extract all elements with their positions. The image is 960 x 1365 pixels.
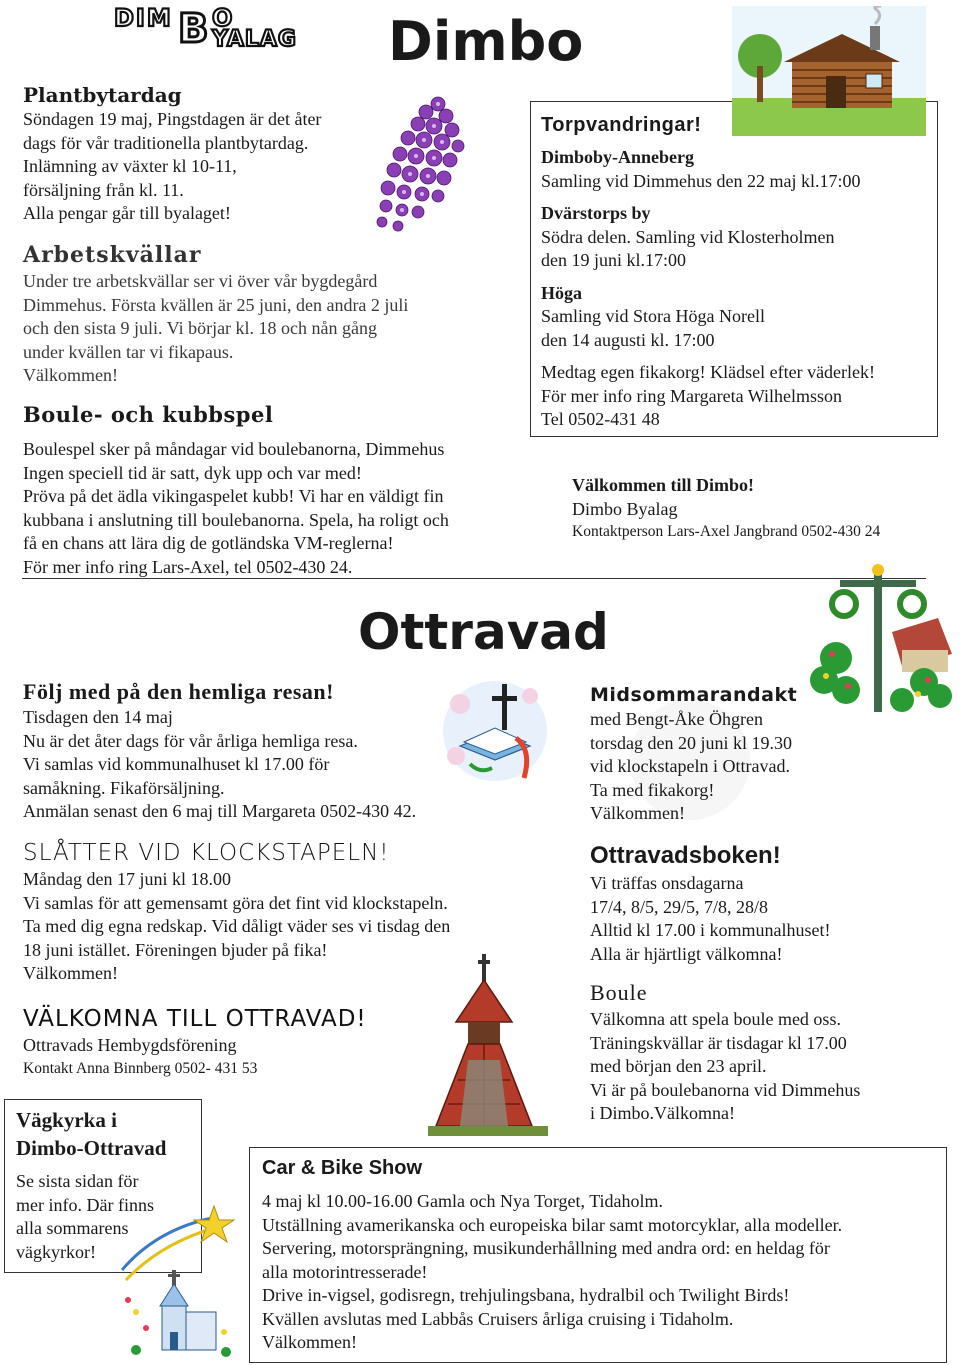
boule-kubbspel-section [23,400,449,579]
section-heading: Plantbytardag [23,83,182,107]
text-line: Under tre arbetskvällar ser vi över vår bygdegård [23,271,378,291]
text-line: Servering, motorsprängning, musikunderhållning med andra ord: en heldag för [262,1238,830,1258]
boule-ottravad-section [590,978,860,1126]
text-line: Välkomna att spela boule med oss. [590,1009,841,1029]
text-line: Söndagen 19 maj, Pingstdagen är det åter [23,109,322,129]
midsommarandakt-section [590,682,797,826]
text-line: den 19 juni kl.17:00 [541,250,686,270]
text-line: Ta med dig egna redskap. Vid dåligt väder ses vi tisdag den [23,916,451,936]
walk-name: Dimboby-Anneberg [541,147,695,167]
text-line: under kvällen tar vi fikapaus. [23,341,234,362]
text-line: Välkommen! [262,1332,357,1352]
text-line: Kvällen avslutas med Labbås Cruisers årliga cruising i Tidaholm. [262,1308,734,1329]
text-line: försäljning från kl. 11. [23,179,184,200]
text-line: Välkommen! [590,803,685,823]
text-line: alla sommarens [16,1218,129,1238]
svg-text:O: O [212,4,233,32]
valkomna-section [23,1004,367,1080]
text-line: Dimmehus. Första kvällen är 25 juni, den andra 2 juli [23,294,409,315]
hemliga-resan-section [23,678,416,824]
text-line: Anmälan senast den 6 maj till Margareta 0502-430 42. [23,801,417,821]
bible-cross-icon [440,676,550,786]
text-line: Drive in-vigsel, godisregn, trehjulingsbana, hydralbil och Twilight Birds! [262,1285,790,1305]
text-line: vägkyrkor! [16,1241,96,1262]
section-title-ottravad: Ottravad [358,603,609,661]
text-line: Ta med fikakorg! [590,779,715,800]
text-line: Vi är på boulebanorna vid Dimmehus [590,1079,861,1100]
section-heading: VÄLKOMNA TILL OTTRAVAD! [23,1006,367,1032]
section-heading: Vägkyrka i [16,1108,117,1132]
maypole-icon [806,562,956,717]
text-line: samåkning. Fikaförsäljning. [23,777,225,798]
text-line: Tisdagen den 14 maj [23,707,173,727]
section-heading: Dimbo-Ottravad [16,1136,167,1160]
text-line: vid klockstapeln i Ottravad. [590,756,790,776]
text-line: och den sista 9 juli. Vi börjar kl. 18 och nån gång [23,318,378,338]
text-line: Vi träffas onsdagarna [590,873,744,893]
dimbo-byalag-logo [112,2,328,52]
page-title: Dimbo [388,10,584,73]
text-line: torsdag den 20 juni kl 19.30 [590,732,792,753]
svg-text:B: B [178,6,209,52]
text-line: den 14 augusti kl. 17:00 [541,329,715,350]
text-line: Samling vid Dimmehus den 22 maj kl.17:00 [541,170,861,191]
text-line: Dimbo Byalag [572,498,678,519]
text-line: 18 juni istället. Föreningen bjuder på fika! [23,939,328,960]
text-line: Samling vid Stora Höga Norell [541,306,765,326]
torpvandringar-content [541,112,875,432]
text-line: Boulespel sker på måndagar vid boulebanorna, Dimmehus [23,439,445,459]
lilac-flowers-icon [368,90,478,240]
text-line: Se sista sidan för [16,1171,139,1191]
text-line: i Dimbo.Välkomna! [590,1103,735,1123]
text-line: 17/4, 8/5, 29/5, 7/8, 28/8 [590,896,769,917]
text-line: med början den 23 april. [590,1056,767,1076]
section-heading: Boule [590,980,648,1005]
welcome-dimbo-section [572,474,880,543]
ottravadsboken-section [590,840,831,966]
text-line: Pröva på det ädla vikingaspelet kubb! Vi har en väldigt fin [23,486,444,506]
text-line: Inlämning av växter kl 10-11, [23,156,237,176]
text-line: Välkommen! [23,365,118,385]
text-line: alla motorintresserade! [262,1261,428,1282]
svg-text:DIM: DIM [114,4,173,32]
walk-name: Dvärstorps by [541,203,651,223]
section-heading: Torpvandringar! [541,114,702,136]
bell-tower-icon [428,950,548,1140]
section-heading: SLÅTTER VID KLOCKSTAPELN! [23,840,390,866]
section-heading: Ottravadsboken! [590,842,781,869]
contact-line: Kontaktperson Lars-Axel Jangbrand 0502-430 24 [572,523,881,540]
text-line: mer info. Där finns [16,1194,154,1215]
text-line: Måndag den 17 juni kl 18.00 [23,869,231,889]
text-line: Alla är hjärtligt välkomna! [590,943,783,964]
text-line: För mer info ring Lars-Axel, tel 0502-430 24. [23,556,353,577]
text-line: dags för vår traditionella plantbytardag. [23,132,309,153]
text-line: Tel 0502-431 48 [541,409,660,429]
slatter-section [23,838,450,986]
text-line: Medtag egen fikakorg! Klädsel efter väderlek! [541,362,876,382]
text-line: Ottravads Hembygdsförening [23,1035,237,1055]
text-line: Utställning avamerikanska och europeiska bilar samt motorcyklar, alla modeller. [262,1214,843,1235]
section-heading: Följ med på den hemliga resan! [23,679,334,704]
text-line: För mer info ring Margareta Wilhelmsson [541,385,843,406]
section-heading: Car & Bike Show [262,1157,423,1179]
contact-line: Kontakt Anna Binnberg 0502- 431 53 [23,1059,258,1077]
chapel-star-icon [116,1200,240,1360]
section-heading: Välkommen till Dimbo! [572,475,754,495]
plantbytardag-section [23,82,321,226]
text-line: få en chans att lära dig de gotländska VM-reglerna! [23,533,394,553]
text-line: Nu är det åter dags för vår årliga hemliga resa. [23,730,358,751]
text-line: Vi samlas vid kommunalhuset kl 17.00 för [23,754,330,774]
text-line: 4 maj kl 10.00-16.00 Gamla och Nya Torget, Tidaholm. [262,1191,664,1211]
car-bike-content [262,1154,842,1355]
text-line: Träningskvällar är tisdagar kl 17.00 [590,1032,847,1053]
walk-name: Höga [541,282,583,303]
svg-text:YALAG: YALAG [212,27,297,52]
section-divider [22,578,926,579]
text-line: Välkommen! [23,963,118,983]
text-line: Ingen speciell tid är satt, dyk upp och var med! [23,462,362,483]
section-heading: Boule- och kubbspel [23,402,274,427]
section-heading: Arbetskvällar [23,242,202,268]
text-line: med Bengt-Åke Öhgren [590,709,763,729]
text-line: kubbana i anslutning till boulebanorna. Spela, ha roligt och [23,509,449,530]
text-line: Vi samlas för att gemensamt göra det fint vid klockstapeln. [23,892,448,913]
section-heading: Midsommarandakt [590,684,798,706]
text-line: Alla pengar går till byalaget! [23,203,231,223]
arbetskvallar-section [23,240,408,388]
text-line: Alltid kl 17.00 i kommunalhuset! [590,920,831,940]
text-line: Södra delen. Samling vid Klosterholmen [541,226,835,247]
